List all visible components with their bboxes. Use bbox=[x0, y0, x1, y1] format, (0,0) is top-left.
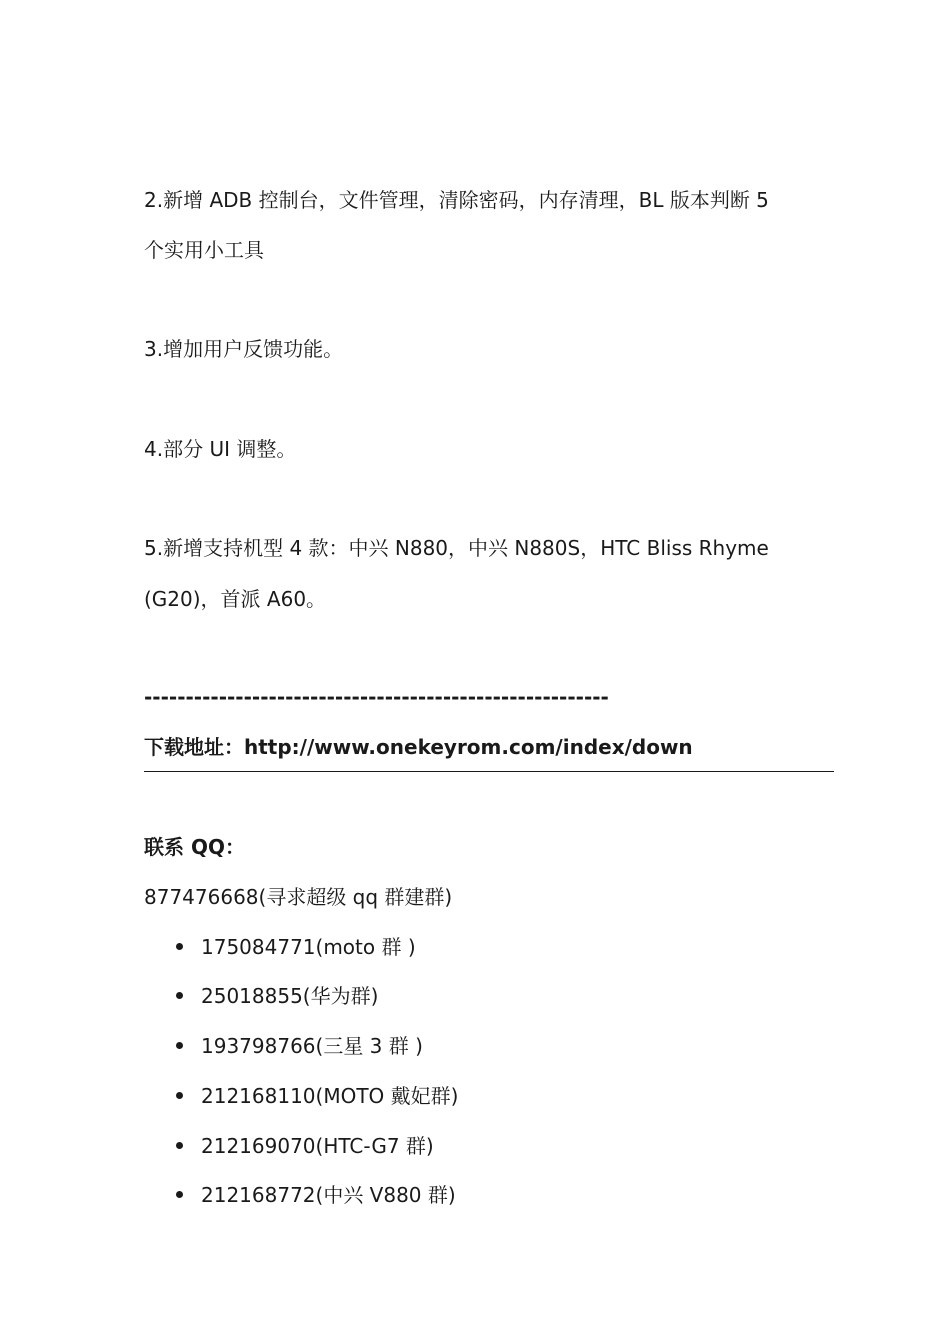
bullet-icon bbox=[176, 943, 183, 950]
bullet-icon bbox=[176, 1042, 183, 1049]
list-item: 212168110(MOTO 戴妃群) bbox=[176, 1083, 458, 1109]
bullet-icon bbox=[176, 1191, 183, 1198]
bullet-icon bbox=[176, 1142, 183, 1149]
bullet-icon bbox=[176, 992, 183, 999]
list-item: 193798766(三星 3 群 ) bbox=[176, 1033, 423, 1059]
separator-dashes: -------------------------------------------------------- bbox=[144, 685, 609, 709]
list-item: 212169070(HTC-G7 群) bbox=[176, 1133, 434, 1159]
list-item: 25018855(华为群) bbox=[176, 983, 378, 1009]
changelog-item-5-line-1: 5.新增支持机型 4 款：中兴 N880，中兴 N880S，HTC Bliss Rhyme bbox=[144, 536, 769, 560]
changelog-item-2-line-2: 个实用小工具 bbox=[144, 238, 264, 262]
contact-first-group: 877476668(寻求超级 qq 群建群) bbox=[144, 885, 453, 909]
download-line bbox=[144, 734, 693, 760]
contact-heading: 联系 QQ： bbox=[144, 835, 245, 859]
download-link[interactable]: http://www.onekeyrom.com/index/down bbox=[244, 735, 693, 759]
list-item: 212168772(中兴 V880 群) bbox=[176, 1182, 456, 1208]
list-item: 175084771(moto 群 ) bbox=[176, 934, 416, 960]
bullet-icon bbox=[176, 1092, 183, 1099]
changelog-item-2-line-1: 2.新增 ADB 控制台，文件管理，清除密码，内存清理，BL 版本判断 5 bbox=[144, 188, 769, 212]
changelog-item-5-line-2: (G20)，首派 A60。 bbox=[144, 587, 327, 611]
changelog-item-4: 4.部分 UI 调整。 bbox=[144, 437, 297, 461]
download-label: 下载地址： bbox=[144, 735, 244, 759]
horizontal-rule bbox=[144, 771, 834, 772]
changelog-item-3: 3.增加用户反馈功能。 bbox=[144, 337, 344, 361]
